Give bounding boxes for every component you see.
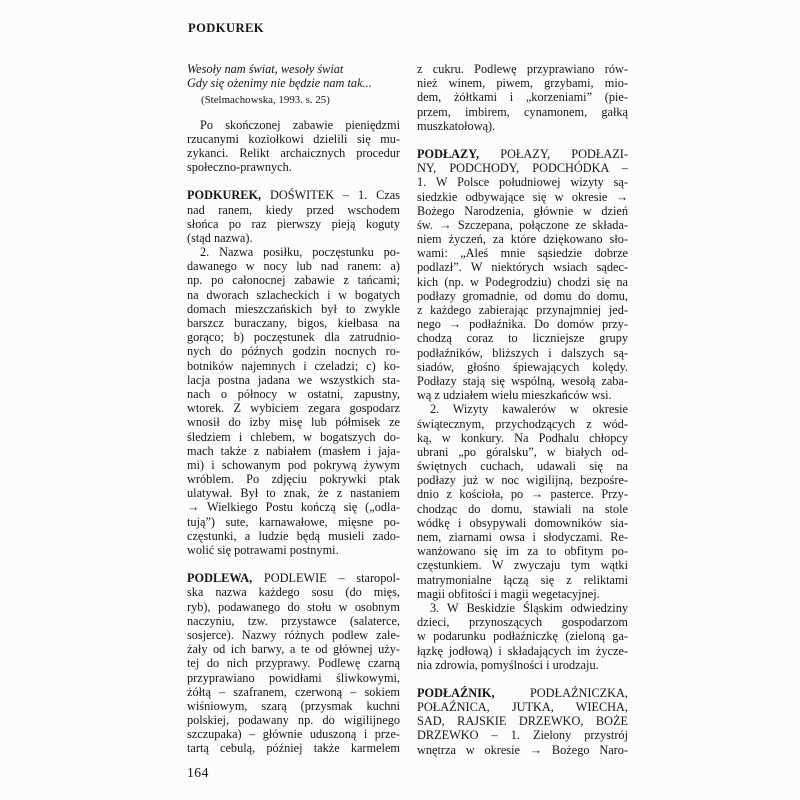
text-line: SAD, RAJSKIE DRZEWKO, BOŻE [417, 714, 628, 729]
text-line: żały od ich barwy, a te od głównej uży- [187, 642, 400, 657]
entry-podlaznik [417, 686, 628, 757]
text-line: ubrani „po góralsku”, w białych od- [417, 444, 628, 459]
text-line: niem życzeń, za które dziękowano sło- [417, 232, 628, 247]
text-line: nia zdrowia, pomyślności i urodzaju. [417, 657, 599, 672]
text-line: tej do nich przyprawy. Podlewę czarną [187, 656, 400, 671]
text-line: ska nazwa każdego sosu (do mięs, [187, 585, 400, 600]
entry-podlewa [187, 571, 400, 755]
quote-citation [187, 93, 400, 107]
entry-headword: PODŁAŹNIK, [417, 685, 495, 700]
text-line: domach mieszczańskich był to zwykle [187, 301, 400, 316]
text-line: botników najemnych i czeladzi; c) ko- [187, 358, 400, 373]
text-line: Po skończonej zabawie pieniędzmi [200, 117, 400, 132]
text-line: 3. W Beskidzie Śląskim odwiedziny [430, 600, 628, 615]
text-line: PODŁAZY, POŁAZY, PODŁAZI- [417, 146, 628, 161]
quote-block [187, 62, 400, 90]
text-line: wnętrza w okresie → Bożego Naro- [417, 742, 628, 757]
text-line: matrymonialne łączą się z reliktami [417, 572, 628, 587]
text-line: świętnych cuchach, udawali się na [417, 459, 628, 474]
text-line: dem, żółtkami i „korzeniami” (pie- [417, 90, 628, 105]
text-line: Gdy się ożenimy nie będzie nam tak... [187, 76, 372, 91]
text-line: wtorek. Z wybiciem zegara gospodarz [187, 401, 400, 416]
text-line: św. → Szczepana, połączone ze składa- [417, 217, 628, 232]
text-line: lacja postna jadana we wszystkich sta- [187, 372, 400, 387]
text-line: siedzkie odbywające się w okresie → [417, 189, 628, 204]
text-line: dzieci, przynoszących gospodarzom [417, 615, 628, 630]
text-line: wolić się potrawami postnymi. [187, 543, 339, 557]
text-line: wą z udziałem wielu mieszkańców wsi. [417, 388, 612, 403]
text-line: z każdego zabierając przynajmniej jed- [417, 303, 628, 317]
text-line: PODKUREK, DOŚWITEK – 1. Czas [187, 188, 400, 203]
text-line: wiśniowym, szarą (przysmak kuchni [187, 698, 400, 713]
text-line: podłaźników, bliższych i dalszych są- [417, 345, 628, 360]
text-line: nad ranem, kiedy przed wschodem [187, 202, 400, 217]
text-line: (Stelmachowska, 1993. s. 25) [201, 94, 330, 107]
text-line: Podłazy stają się wspólną, wesołą zaba- [417, 373, 628, 388]
text-line: chodząc do domu, stawiali na stole [417, 501, 628, 516]
text-line: słońca po raz pierwszy pieją koguty [187, 216, 400, 231]
text-line: 2. Nazwa posiłku, poczęstunku po- [200, 245, 400, 260]
text-line: 1. W Polsce południowej wizyty są- [417, 175, 628, 190]
text-line: nem, ziarnami owsa i słodyczami. Re- [417, 530, 628, 544]
text-line: POŁAŹNICA, JUTKA, WIECHA, [417, 700, 628, 715]
text-line: wódkę i obsypywali domowników sia- [417, 515, 628, 530]
text-line: podłazy gromadnie, od domu do domu, [417, 288, 628, 303]
text-line: śledziem i chlebem, w bogatszych do- [187, 429, 400, 444]
text-line: PODLEWA, PODLEWIE – staropol- [187, 571, 400, 586]
text-line: NY, PODCHODY, PODCHÓDKA – [417, 161, 628, 176]
text-line: tartą cebulą, później także karmelem [187, 741, 400, 756]
text-line: ulatywał. Był to znak, że z nastaniem [187, 486, 400, 501]
entry-headword: PODLEWA, [187, 571, 253, 586]
running-head: PODKUREK [188, 21, 264, 35]
text-line: naczyniu, tzw. przystawce (salaterce, [187, 613, 400, 628]
text-line: gorąco; b) poczęstunek dla zatrudnio- [187, 330, 400, 345]
text-line: świątecznym, przychodzących z wód- [417, 416, 628, 431]
text-line: społeczno-prawnych. [187, 160, 292, 175]
text-line: nież winem, piwem, grzybami, mio- [417, 76, 628, 91]
text-line: przyprawiano powidłami śliwkowymi, [187, 670, 400, 685]
text-line: wanżowano się im za to obfitym po- [417, 544, 628, 559]
text-line: → Wielkiego Postu kończą się („odla- [187, 500, 400, 515]
entry-headword: PODŁAZY, [417, 146, 480, 161]
podlazy-definition-3 [417, 601, 628, 672]
text-line: tują”) sute, karnawałowe, mięsne po- [187, 514, 400, 529]
text-line: częstunki, a ludzie będą musieli zado- [187, 528, 400, 543]
text-line: w podarunku podłaźniczkę (zieloną ga- [417, 629, 628, 644]
podlewa-continuation [417, 62, 628, 133]
entry-podlazy [417, 147, 628, 402]
text-line: na dworach szlacheckich i w bogatych [187, 287, 400, 302]
text-line: przem, imbirem, cynamonem, gałką [417, 104, 628, 119]
text-line: DRZEWKO – 1. Zielony przystrój [417, 728, 628, 743]
text-line: podlazł”. W niektórych wsiach sądec- [417, 260, 628, 275]
text-line: chodzą coraz to liczniejsze grupy [417, 331, 628, 346]
text-line: kich (np. w Podegrodziu) chodzi się na [417, 274, 628, 289]
text-line: ryb), podawanego do stołu w osobnym [187, 599, 400, 614]
entry-podkurek [187, 188, 400, 245]
text-line: barszcz buraczany, bigos, kiełbasa na [187, 316, 400, 330]
text-line: podłazy już w noc wigilijną, bezpośre- [417, 473, 628, 488]
text-line: wnosił do izby misę lub półmisek ze [187, 415, 400, 430]
entry-headword: PODKUREK, [187, 188, 262, 203]
text-line: magii obfitości i magii wegetacyjnej. [417, 586, 600, 601]
text-line: siadów, głośno śpiewających kolędy. [417, 359, 628, 374]
page-number: 164 [187, 765, 209, 780]
right-column [417, 62, 628, 757]
podkurek-definition-2 [187, 245, 400, 557]
text-line: muszkatołową). [417, 118, 496, 133]
text-line: żółtą – szafranem, czerwoną – sokiem [187, 684, 400, 699]
text-line: (stąd nazwa). [187, 230, 253, 245]
text-line: nego → podłaźnika. Do domów przy- [417, 317, 628, 332]
text-line: Wesoły nam świat, wesoły świat [187, 62, 344, 76]
text-line: dawanego w nocy lub nad ranem: a) [187, 259, 400, 274]
text-line: nach o północy w ostatni, zapustny, [187, 386, 400, 401]
text-line: np. po całonocnej zabawie z tańcami; [187, 273, 400, 288]
text-line: ką, w konkury. Na Podhalu chłopcy [417, 430, 628, 445]
intro-paragraph [187, 118, 400, 175]
text-line: mi) i schowanym pod pokrywą żywym [187, 457, 400, 472]
left-column [187, 62, 400, 756]
text-line: rzucanymi koziołkowi dzielili się mu- [187, 131, 400, 146]
text-line: Bożego Narodzenia, głównie w dzień [417, 203, 628, 218]
text-line: wami: „Aleś mnie sąsiedzie dobrze [417, 246, 628, 261]
text-line: PODŁAŹNIK, PODŁAŹNICZKA, [417, 685, 628, 700]
text-line: zykanci. Relikt archaicznych procedur [187, 145, 400, 160]
text-line: sosjerce). Nazwy różnych podlew zale- [187, 627, 400, 642]
text-line: polskiej, podawany np. do wigilijnego [187, 713, 400, 728]
text-line: wróblem. Po zdjęciu pokrywki ptak [187, 472, 400, 487]
text-line: częstunkiem. W zwyczaju tym wątki [417, 558, 628, 573]
text-line: z cukru. Podlewę przyprawiano rów- [417, 62, 628, 76]
text-line: mach także z nabiałem (masłem i jaja- [187, 443, 400, 458]
text-line: dnio z kościoła, po → pasterce. Przy- [417, 487, 628, 502]
text-line: szczupaka) – głównie uduszoną i prze- [187, 727, 400, 742]
text-line: łązkę jodłową) i składających im życze- [417, 643, 628, 658]
text-line: 2. Wizyty kawalerów w okresie [430, 402, 628, 417]
podlazy-definition-2 [417, 402, 628, 601]
text-line: nych do późnych godzin nocnych ro- [187, 344, 400, 359]
